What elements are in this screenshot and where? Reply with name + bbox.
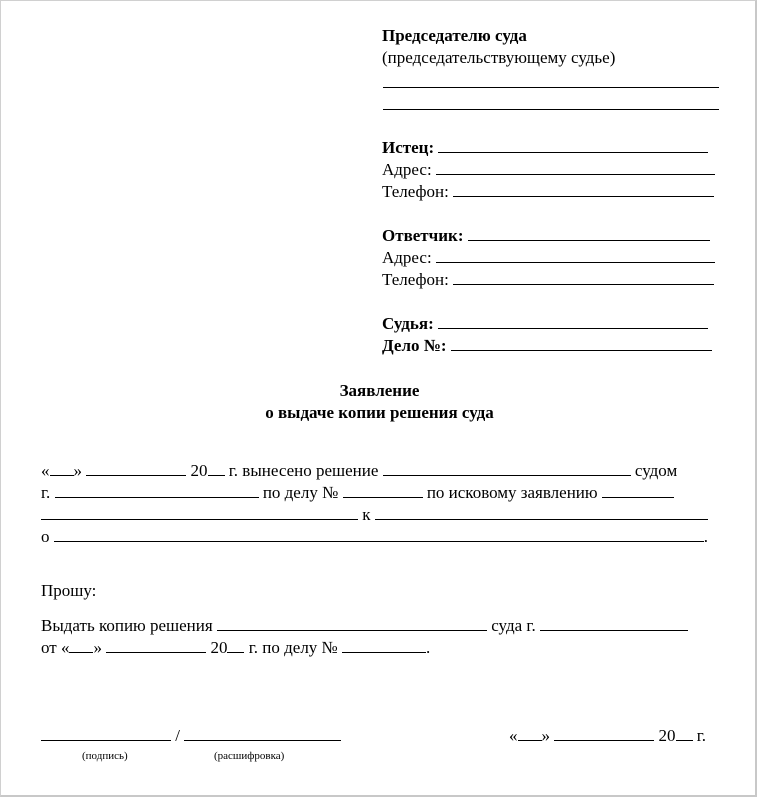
case-number-field[interactable] — [343, 480, 423, 498]
court-city-text: суда г. — [491, 616, 536, 635]
year-prefix: 20 — [190, 461, 208, 480]
case-number-text: по делу № — [262, 483, 339, 502]
defendant-field[interactable] — [468, 223, 710, 241]
request-day-field[interactable] — [69, 635, 93, 653]
city-field[interactable] — [55, 480, 259, 498]
plaintiff-address-label: Адрес: — [382, 160, 432, 179]
quote-open: « — [41, 461, 50, 480]
judge-row — [382, 311, 708, 333]
against-word: к — [362, 505, 371, 524]
body-line-2 — [41, 480, 674, 502]
request-label: Прошу: — [41, 581, 97, 600]
judge-field[interactable] — [438, 311, 708, 329]
body-line-3 — [41, 502, 708, 524]
date-quote-close: » — [541, 726, 550, 745]
plaintiff-address-row — [382, 157, 715, 179]
name-decode-field[interactable] — [184, 723, 341, 741]
court-word: судом — [634, 461, 678, 480]
claimant-field[interactable] — [602, 480, 674, 498]
case-row — [382, 333, 712, 355]
request-court-field[interactable] — [217, 613, 487, 631]
slash: / — [175, 726, 180, 745]
plaintiff-label: Истец: — [382, 138, 435, 157]
judge-label: Судья: — [382, 314, 434, 333]
case-label: Дело №: — [382, 336, 447, 355]
request-month-field[interactable] — [106, 635, 206, 653]
decode-caption: (расшифровка) — [214, 750, 285, 762]
body-line-1 — [41, 458, 677, 480]
plaintiff-phone-field[interactable] — [453, 179, 714, 197]
plaintiff-address-field[interactable] — [436, 157, 715, 175]
month-field[interactable] — [86, 458, 186, 476]
plaintiff-phone-label: Телефон: — [382, 182, 449, 201]
defendant-phone-label: Телефон: — [382, 270, 449, 289]
sign-year-field[interactable] — [676, 723, 693, 741]
sign-day-field[interactable] — [518, 723, 542, 741]
signature-row — [41, 723, 341, 745]
request-text: Выдать копию решения — [41, 616, 213, 635]
addressee-blank-2[interactable] — [383, 109, 719, 110]
request-line-1 — [41, 613, 688, 635]
from-quote-open: от « — [41, 638, 70, 657]
heading-line-1: Заявление — [339, 381, 420, 400]
day-field[interactable] — [50, 458, 74, 476]
body-line-4 — [41, 524, 708, 546]
case-field[interactable] — [451, 333, 712, 351]
defendant-address-field[interactable] — [436, 245, 715, 263]
request-period: . — [426, 638, 431, 657]
about-word: о — [41, 527, 50, 546]
subject-field[interactable] — [54, 524, 704, 542]
sign-year-prefix: 20 — [658, 726, 676, 745]
defendant-address-row — [382, 245, 715, 267]
signature-caption: (подпись) — [82, 750, 128, 762]
signature-field[interactable] — [41, 723, 171, 741]
plaintiff-field[interactable] — [438, 135, 708, 153]
from-quote-close: » — [93, 638, 102, 657]
claim-text: по исковому заявлению — [426, 483, 598, 502]
court-field[interactable] — [383, 458, 631, 476]
addressee-subtitle: (председательствующему судье) — [382, 48, 616, 67]
addressee-blank-1[interactable] — [383, 87, 719, 88]
request-year-field[interactable] — [227, 635, 244, 653]
period: . — [703, 527, 708, 546]
plaintiff-row — [382, 135, 708, 157]
claimant-field-cont[interactable] — [41, 502, 358, 520]
defendant-row — [382, 223, 710, 245]
addressee-title: Председателю суда — [382, 26, 527, 45]
defendant-address-label: Адрес: — [382, 248, 432, 267]
year-field[interactable] — [208, 458, 225, 476]
defendant-phone-row — [382, 267, 714, 289]
city-prefix: г. — [41, 483, 51, 502]
date-quote-open: « — [509, 726, 518, 745]
request-city-field[interactable] — [540, 613, 688, 631]
sign-month-field[interactable] — [554, 723, 654, 741]
request-case-text: г. по делу № — [248, 638, 338, 657]
respondent-field[interactable] — [375, 502, 708, 520]
decision-text: г. вынесено решение — [228, 461, 379, 480]
heading-line-2: о выдаче копии решения суда — [265, 403, 494, 422]
quote-close: » — [73, 461, 82, 480]
defendant-phone-field[interactable] — [453, 267, 714, 285]
sign-year-suffix: г. — [696, 726, 707, 745]
date-row — [509, 723, 706, 745]
request-year-prefix: 20 — [210, 638, 228, 657]
request-line-2 — [41, 635, 430, 657]
plaintiff-phone-row — [382, 179, 714, 201]
defendant-label: Ответчик: — [382, 226, 464, 245]
request-case-field[interactable] — [342, 635, 426, 653]
